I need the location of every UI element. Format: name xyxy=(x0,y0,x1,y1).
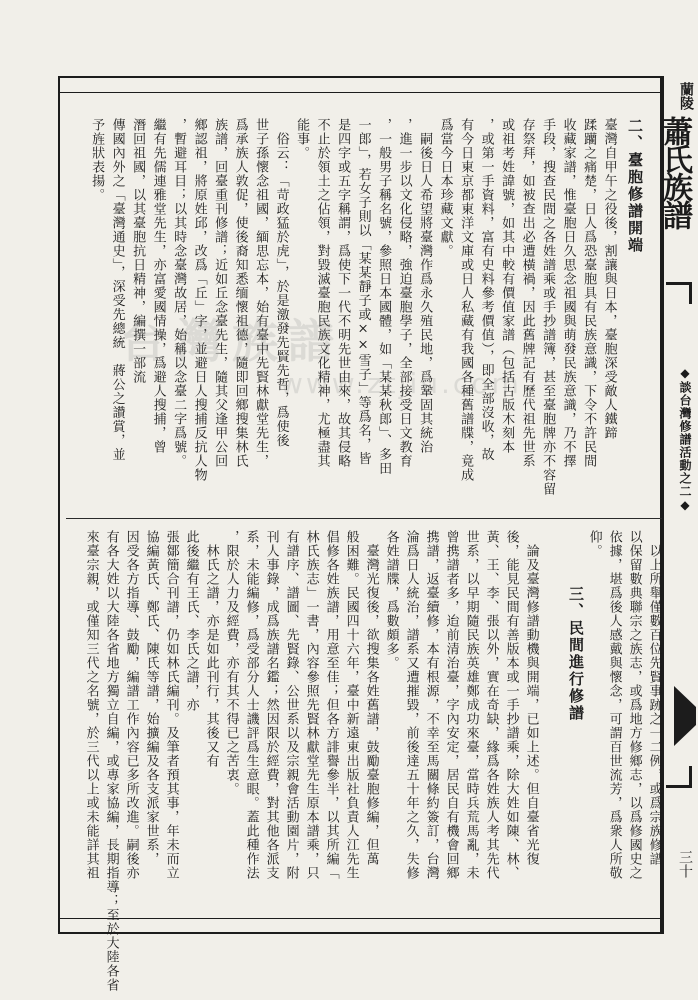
text-column: 俗云：「苛政猛於虎」，於是激發先賢先哲，爲使後 xyxy=(273,118,289,448)
text-column: 後，能見民間有善版本或一手抄譜乘，除大姓如陳、林、 xyxy=(503,530,519,880)
text-column: 來臺宗親，或僅知三代之名號，於三代以上或未能詳其祖 xyxy=(83,530,99,880)
section-divider xyxy=(66,518,662,519)
text-column: 世系，以早期隨民族英雄鄭成功來臺，當時兵荒馬亂，未 xyxy=(463,530,479,880)
section-heading-3: 三、民間進行修譜 xyxy=(567,586,585,722)
watermark-text: 台灣族譜 xyxy=(120,314,344,368)
text-column: 手段，搜查民間之各姓譜乘或手抄譜簿，甚至臺胞牌亦不容留 xyxy=(540,118,556,496)
frame-bottom-rule xyxy=(58,918,662,919)
text-column: 淪爲日人統治，譜系又遭摧毀，前後達五十年之久，失修 xyxy=(403,530,419,880)
article-subtitle: ◆談台灣修譜活動之二◆ xyxy=(678,366,692,513)
text-column: 潛回祖國，以其臺胞抗日精神，編撰一部流 xyxy=(130,118,146,384)
text-column: 各姓譜牒，爲數頗多。 xyxy=(383,530,399,670)
text-column: 以上所舉僅數百位先賢事跡之一二例，或爲宗族修譜 xyxy=(646,530,662,866)
text-column: 予旌狀表揚。 xyxy=(89,118,105,202)
frame-top-rule xyxy=(58,92,662,93)
text-column: 族譜，回臺重刊修譜；近如丘念臺先生，隨其父逢甲公回 xyxy=(212,118,228,468)
text-column: ，限於人力及經費，亦有其不得已之苦衷。 xyxy=(223,530,239,796)
watermark-url: www.ztjiu.com xyxy=(280,367,522,400)
title-bracket-bottom xyxy=(666,766,692,788)
text-column: 携譜，返臺續修，本有根源，不幸至馬關條約簽訂，台灣 xyxy=(423,530,439,880)
text-column: 臺灣光復後，欲搜集各姓舊譜，鼓勵臺胞修編，但萬 xyxy=(363,530,379,866)
text-column: 不止於領土之佔領，對毀滅臺胞民族文化精神，尤極盡其 xyxy=(314,118,330,468)
text-column: ，進一步以文化侵略，強迫臺胞學子，全部接受日文教育 xyxy=(396,118,412,468)
text-column: 協編黃氏、鄭氏、陳氏等譜，始擴編及各支派家世系， xyxy=(143,530,159,866)
text-column: 有譜序、譜圖、先賢錄、公世系以及宗親會活動園片，附 xyxy=(283,530,299,880)
text-column: 依據，堪爲後人感戴與懷念，可謂百世流芳，爲衆人所敬 xyxy=(606,530,622,880)
text-column: 傳國內外之「臺灣通史」，深受先總統 蔣公之讚賞，並 xyxy=(109,118,125,462)
text-column: 系，未能編修，爲受部分人士譏評爲生意眼。蓋此種作法 xyxy=(243,530,259,880)
text-column: 存祭拜，如被查出必遭橫禍，因此舊牌記有歷代祖先世系 xyxy=(519,118,535,468)
text-column: 倡修各姓族譜，用意至佳；但各方誹譽參半，以其所編「 xyxy=(323,530,339,880)
text-column: ，暫避耳目；以其時念臺灣故居，始稱以念臺二字爲號。 xyxy=(171,118,187,468)
sidebar-header xyxy=(657,76,696,934)
text-column: 爲當今日本珍藏文獻。 xyxy=(437,118,453,258)
text-column: 一郎」，若女子則以「某某靜子或××雪子」等爲名，皆 xyxy=(355,118,371,466)
page-number: 三十 xyxy=(677,850,693,878)
text-column: 刊人事錄，成爲族譜名鑑；然因限於經費，對其他各派支 xyxy=(263,530,279,880)
text-column: 蹂躪之痛楚，日人爲恐臺胞具有民族意識，下令不許民間 xyxy=(581,118,597,468)
text-column: 鄉認祖，將原姓邱，改爲「丘」字，並避日人搜捕反抗人物 xyxy=(191,118,207,482)
text-column: 收藏家譜，惟臺胞日久思念祖國與萌發民族意識，乃不擇 xyxy=(560,118,576,468)
sidebar-tab-mark xyxy=(674,686,696,746)
text-column: 以保留數典聯宗之族志，或爲地方修鄉志，以爲修國史之 xyxy=(626,530,642,880)
text-column: 臺灣自甲午之役後，割讓與日本，臺胞深受敵人鐵蹄 xyxy=(601,118,617,440)
text-column: 林氏之譜，亦是如此刊行，其後又有 xyxy=(203,530,219,768)
text-column: 論及臺灣修譜動機與開端，已如上述。但自臺省光復 xyxy=(523,530,539,866)
text-column: 黃、王、李、張以外，實在奇缺，緣爲各姓族人考其先代 xyxy=(483,530,499,880)
text-column: 仰。 xyxy=(586,530,602,558)
text-column: 能事。 xyxy=(294,118,310,160)
book-title: 蕭氏族譜 xyxy=(657,116,692,228)
text-column: 繼有先儒連雅堂先生，亦富愛國情操，爲避人搜捕，曾 xyxy=(150,118,166,454)
text-column: 或祖考姓諱號，如其中較有價值家譜（包括古版木刻本 xyxy=(499,118,515,454)
text-column: 林氏族志」一書，內容參照先賢林獻堂先生原本譜乘，只 xyxy=(303,530,319,880)
section-heading-2: 二、臺胞修譜開端 xyxy=(626,118,644,254)
text-column: 因受各方指導、鼓勵，編譜工作內容已多所改進。嗣後亦 xyxy=(123,530,139,880)
text-column: 此後繼有王氏、李氏之譜，亦 xyxy=(183,530,199,712)
text-column: 般困難。民國四十六年，臺中新遠東出版社負責人江先生 xyxy=(343,530,359,880)
text-column: 爲承族人敦促，使後裔知悉缅懷祖德，隨即回鄉搜集林氏 xyxy=(232,118,248,468)
text-column: 有各大姓以大陸各省地方獨立自編，或專家協編，長期指導；至於大陸各省 xyxy=(103,530,119,992)
text-column: 有今日東京都東洋文庫或日人私藏有我國各種舊譜牒，竟成 xyxy=(458,118,474,482)
text-column: 曾携譜者多，迨前清治臺，字內安定，居民自有機會回鄉 xyxy=(443,530,459,880)
text-column: 是四字或五字稱謂，爲使下一代不明先世由來，故其侵略 xyxy=(335,118,351,468)
text-column: ，一般男子稱名號，參照日本國體，如「某某秋郎」、多田 xyxy=(376,118,392,476)
text-column: 嗣後日人希望將臺灣作爲永久殖民地，爲鞏固其統治 xyxy=(417,118,433,454)
book-series-label: 蘭陵 xyxy=(678,82,694,110)
text-column: 世子孫懷念祖國，緬思忘本，始有臺中先賢林獻堂先生， xyxy=(253,118,269,468)
title-bracket-top xyxy=(666,282,692,304)
text-column: ，或第一手資料，富有史料參考價值），即全部沒收，故 xyxy=(478,118,494,462)
text-column: 張鄒簡合刊譜，仍如林氏編刊。及筆者預其事，年未而立 xyxy=(163,530,179,880)
